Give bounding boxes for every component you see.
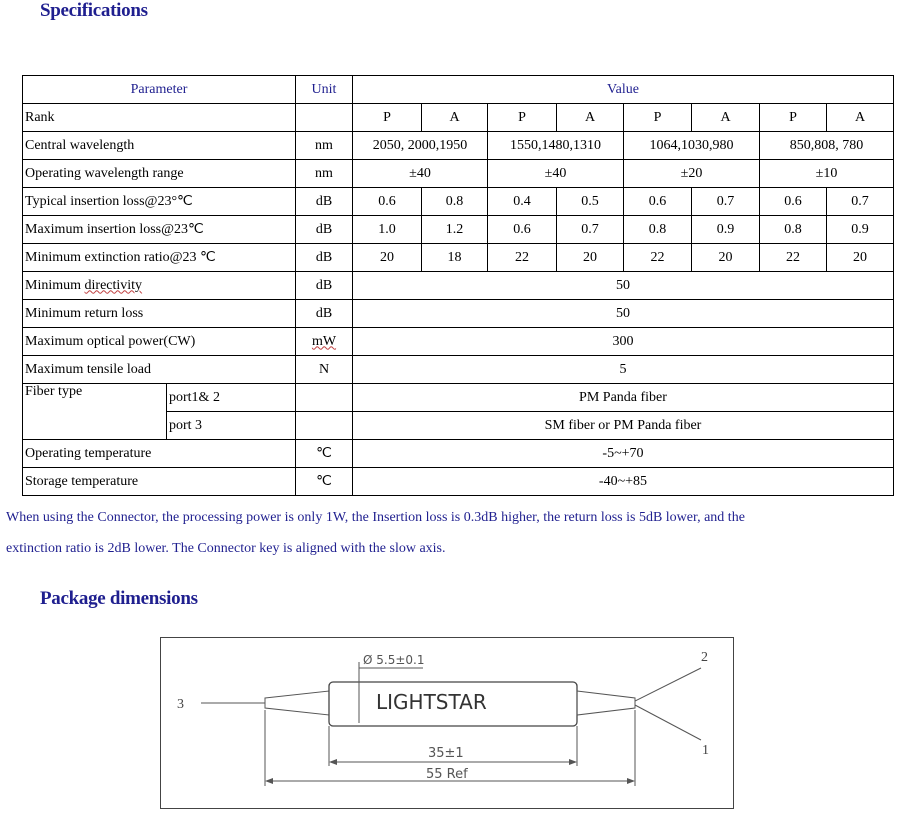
- rank-cell: A: [692, 104, 760, 132]
- row-unit: nm: [296, 160, 353, 188]
- rank-cell: A: [557, 104, 624, 132]
- value-cell: 20: [692, 244, 760, 272]
- table-row: [23, 328, 894, 356]
- package-dimensions-heading: Package dimensions: [40, 588, 198, 609]
- value-cell: 20: [353, 244, 422, 272]
- row-unit: dB: [296, 300, 353, 328]
- specifications-heading: Specifications: [40, 0, 148, 21]
- value-cell: PM Panda fiber: [353, 384, 894, 412]
- row-unit: dB: [296, 272, 353, 300]
- row-label: Minimum extinction ratio@23 ℃: [23, 244, 296, 272]
- value-cell: ±40: [488, 160, 624, 188]
- row-unit: dB: [296, 188, 353, 216]
- rank-cell: A: [827, 104, 894, 132]
- rank-cell: P: [760, 104, 827, 132]
- value-cell: 0.9: [827, 216, 894, 244]
- table-row: [23, 160, 894, 188]
- row-unit: ℃: [296, 468, 353, 496]
- row-unit: [296, 104, 353, 132]
- row-label: Operating temperature: [23, 440, 296, 468]
- value-cell: 18: [422, 244, 488, 272]
- value-cell: 2050, 2000,1950: [353, 132, 488, 160]
- table-row: [23, 104, 894, 132]
- package-drawing-frame: [160, 637, 734, 809]
- row-label: Maximum tensile load: [23, 356, 296, 384]
- row-sublabel: port 3: [167, 412, 296, 440]
- body-length-label: 35±1: [428, 746, 464, 761]
- value-cell: 1.0: [353, 216, 422, 244]
- value-cell: 0.8: [624, 216, 692, 244]
- value-cell: 0.6: [353, 188, 422, 216]
- value-cell: 0.6: [624, 188, 692, 216]
- row-unit: nm: [296, 132, 353, 160]
- brand-label: LIGHTSTAR: [376, 690, 487, 714]
- row-unit: ℃: [296, 440, 353, 468]
- left-taper: [265, 691, 329, 715]
- connector-note-line-2: extinction ratio is 2dB lower. The Connector key is aligned with the slow axis.: [6, 541, 446, 556]
- unit-text: mW: [311, 333, 337, 349]
- header-row: [23, 76, 894, 104]
- row-unit: [296, 412, 353, 440]
- value-cell: ±20: [624, 160, 760, 188]
- total-length-label: 55 Ref: [426, 767, 468, 782]
- value-cell: 0.6: [760, 188, 827, 216]
- port3-label: 3: [177, 697, 184, 712]
- row-label: [23, 272, 296, 300]
- value-cell: 20: [827, 244, 894, 272]
- table-row: [23, 384, 894, 412]
- value-cell: 0.6: [488, 216, 557, 244]
- value-cell: 0.8: [760, 216, 827, 244]
- value-cell: 20: [557, 244, 624, 272]
- row-sublabel: port1& 2: [167, 384, 296, 412]
- header-unit: Unit: [296, 76, 353, 104]
- value-cell: -40~+85: [353, 468, 894, 496]
- value-cell: 0.7: [827, 188, 894, 216]
- value-cell: 50: [353, 272, 894, 300]
- rank-cell: P: [624, 104, 692, 132]
- package-drawing: [161, 638, 733, 808]
- value-cell: 0.5: [557, 188, 624, 216]
- value-cell: 0.8: [422, 188, 488, 216]
- value-cell: SM fiber or PM Panda fiber: [353, 412, 894, 440]
- row-label-prefix: Minimum: [25, 277, 85, 293]
- row-label: Maximum optical power(CW): [23, 328, 296, 356]
- diameter-label: Ø 5.5±0.1: [363, 653, 425, 667]
- connector-note-line-1: When using the Connector, the processing power is only 1W, the Insertion loss is 0.3dB higher, the return loss is 5dB lower, and the: [6, 510, 745, 525]
- port1-fiber: [635, 705, 701, 740]
- table-row: [23, 272, 894, 300]
- header-parameter: Parameter: [23, 76, 296, 104]
- value-cell: 22: [624, 244, 692, 272]
- table-row: [23, 440, 894, 468]
- table-row: [23, 244, 894, 272]
- row-label: Rank: [23, 104, 296, 132]
- row-label: Minimum return loss: [23, 300, 296, 328]
- rank-cell: A: [422, 104, 488, 132]
- specifications-table: [22, 75, 894, 496]
- right-taper: [577, 691, 635, 715]
- value-cell: 1064,1030,980: [624, 132, 760, 160]
- value-cell: 22: [488, 244, 557, 272]
- value-cell: 5: [353, 356, 894, 384]
- value-cell: 1550,1480,1310: [488, 132, 624, 160]
- row-label: Fiber type: [23, 384, 167, 440]
- value-cell: 0.4: [488, 188, 557, 216]
- row-unit: [296, 328, 353, 356]
- value-cell: ±40: [353, 160, 488, 188]
- row-label: Central wavelength: [23, 132, 296, 160]
- row-label: Maximum insertion loss@23℃: [23, 216, 296, 244]
- row-label: Typical insertion loss@23°℃: [23, 188, 296, 216]
- row-unit: [296, 384, 353, 412]
- table-row: [23, 300, 894, 328]
- table-row: [23, 132, 894, 160]
- rank-cell: P: [353, 104, 422, 132]
- port2-label: 2: [701, 650, 708, 665]
- row-label: Operating wavelength range: [23, 160, 296, 188]
- table-row: [23, 356, 894, 384]
- header-value: Value: [353, 76, 894, 104]
- row-unit: dB: [296, 216, 353, 244]
- value-cell: 0.9: [692, 216, 760, 244]
- table-row: [23, 468, 894, 496]
- table-row: [23, 216, 894, 244]
- value-cell: 22: [760, 244, 827, 272]
- rank-cell: P: [488, 104, 557, 132]
- port2-fiber: [635, 668, 701, 701]
- value-cell: 300: [353, 328, 894, 356]
- table-row: [23, 188, 894, 216]
- row-label: Storage temperature: [23, 468, 296, 496]
- value-cell: 0.7: [557, 216, 624, 244]
- value-cell: 1.2: [422, 216, 488, 244]
- row-unit: dB: [296, 244, 353, 272]
- row-label-word: directivity: [84, 277, 143, 293]
- value-cell: 0.7: [692, 188, 760, 216]
- row-unit: N: [296, 356, 353, 384]
- value-cell: 50: [353, 300, 894, 328]
- value-cell: ±10: [760, 160, 894, 188]
- value-cell: -5~+70: [353, 440, 894, 468]
- value-cell: 850,808, 780: [760, 132, 894, 160]
- port1-label: 1: [702, 743, 709, 758]
